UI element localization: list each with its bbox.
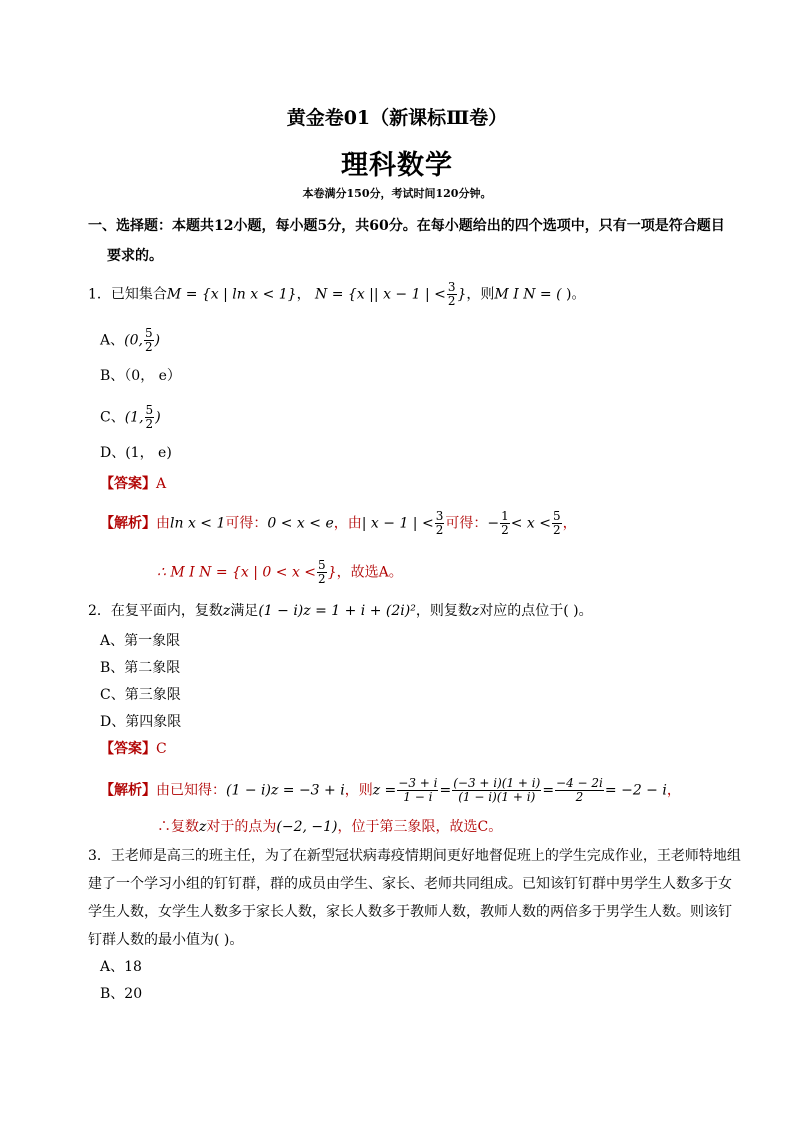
analysis-tag: 【解析】 [100, 515, 156, 532]
fraction [317, 559, 327, 586]
fraction-denominator: 1 − i [403, 790, 433, 804]
intersection-expression: M I N = ( [494, 286, 562, 303]
fraction-denominator: 2 [144, 340, 153, 354]
question-2-option-a: A、第一象限 [100, 633, 181, 649]
variable-z: z [222, 603, 231, 619]
analysis-math: ln x < 1 [170, 515, 226, 532]
set-n: N = {x || x − 1 | < [315, 286, 446, 303]
question-1-option-a [100, 327, 160, 354]
fraction [447, 281, 457, 308]
stem-tail: )。 [561, 286, 586, 303]
fraction-numerator: −3 + i [398, 776, 438, 790]
question-2-analysis-line-1 [100, 777, 681, 804]
fraction [144, 327, 154, 354]
analysis-text: 由已知得： [156, 782, 226, 799]
section-heading-line-2: 要求的。 [107, 248, 163, 264]
stem-tail: 对应的点位于( )。 [479, 603, 593, 619]
equals-sign: = [439, 782, 452, 799]
stem-math: (1 − i)z = 1 + i + (2i)² [258, 603, 416, 619]
fraction [452, 777, 541, 804]
analysis-text: ，位于第三象限，故选C。 [337, 819, 503, 835]
question-2-option-c: C、第三象限 [100, 687, 181, 703]
fraction-numerator: (−3 + i)(1 + i) [453, 776, 541, 790]
question-2-option-b: B、第二象限 [100, 660, 181, 676]
analysis-tag: 【解析】 [100, 782, 156, 799]
fraction-denominator: 2 [145, 417, 154, 431]
analysis-text: 对于的点为 [206, 819, 277, 835]
fraction-denominator: 2 [575, 790, 584, 804]
analysis-math: < x < [510, 515, 551, 532]
separator: ， [296, 286, 311, 303]
analysis-math: ∴ M I N = {x | 0 < x < [157, 564, 317, 581]
stem-connector: ，则 [466, 286, 495, 303]
analysis-math: | x − 1 | < [361, 515, 434, 532]
answer-tag: 【答案】 [100, 476, 156, 492]
subject-heading: 理科数学 [341, 150, 453, 181]
analysis-math: } [327, 564, 337, 581]
fraction-denominator: (1 − i)(1 + i) [458, 790, 536, 804]
option-math: (0, [124, 332, 143, 349]
question-1-option-c [100, 404, 161, 431]
question-2-analysis-line-2 [157, 817, 502, 837]
question-1-analysis-line-2 [157, 559, 403, 586]
analysis-math: (1 − i)z = −3 + i [226, 782, 345, 799]
fraction-denominator: 2 [447, 294, 456, 308]
analysis-text: ， [562, 515, 577, 532]
fraction-denominator: 2 [501, 523, 509, 537]
fraction-denominator: 2 [435, 523, 444, 537]
set-n-end: } [457, 286, 467, 303]
question-1-answer [100, 474, 166, 494]
fraction [397, 777, 438, 804]
fraction-numerator: −4 − 2i [556, 776, 603, 790]
question-1-option-b: B、（0， e） [100, 368, 181, 384]
fraction-numerator: 1 [501, 509, 509, 523]
option-math-end: ) [155, 409, 161, 426]
variable-z: z [471, 603, 480, 619]
fraction-numerator: 3 [435, 509, 444, 523]
analysis-text: 可得： [445, 515, 488, 532]
analysis-text: ， [666, 782, 681, 799]
fraction-numerator: 5 [144, 326, 153, 340]
analysis-text: ，则 [344, 782, 373, 799]
fraction [435, 510, 445, 537]
question-2-stem [88, 601, 593, 621]
fraction-numerator: 5 [145, 403, 154, 417]
stem-text: ，则复数 [415, 603, 472, 619]
question-2-number: 2．在复平面内，复数 [88, 603, 223, 619]
question-3-option-a: A、18 [100, 959, 142, 975]
fraction [552, 510, 562, 537]
analysis-math: 0 < x < e [267, 515, 334, 532]
analysis-text: ∴复数 [157, 819, 199, 835]
option-letter: A、 [100, 332, 125, 349]
analysis-math: z = [372, 782, 397, 799]
question-1-option-d: D、(1， e) [100, 445, 172, 461]
analysis-math: z [199, 819, 207, 835]
fraction-numerator: 5 [318, 558, 326, 572]
fraction-denominator: 2 [318, 572, 326, 586]
question-1-stem [88, 281, 585, 308]
analysis-math: (−2, −1) [276, 819, 338, 835]
option-letter: C、 [100, 409, 125, 426]
analysis-text: 由 [156, 515, 170, 532]
fraction [555, 777, 604, 804]
page-title: 黄金卷01（新课标Ⅲ卷） [286, 107, 508, 129]
question-3-stem-line-4: 钉群人数的最小值为( )。 [88, 932, 244, 948]
fraction [500, 510, 510, 537]
fraction-numerator: 5 [552, 509, 561, 523]
fraction-numerator: 3 [447, 280, 456, 294]
question-1-number: 1．已知集合 [88, 286, 167, 303]
question-3-stem-line-2: 建了一个学习小组的钉钉群，群的成员由学生、家长、老师共同组成。已知该钉钉群中男学生人数多于女 [88, 876, 732, 892]
question-2-option-d: D、第四象限 [100, 714, 182, 730]
exam-note: 本卷满分150分，考试时间120分钟。 [302, 187, 492, 200]
answer-value: A [156, 476, 167, 492]
question-3-stem-line-3: 学生人数，女学生人数多于家长人数，家长人数多于教师人数，教师人数的两倍多于男学生人数。则该钉 [88, 904, 732, 920]
analysis-math: − [487, 515, 500, 532]
section-heading-line-1: 一、选择题：本题共12小题，每小题5分，共60分。在每小题给出的四个选项中，只有一项是符合题目 [88, 218, 725, 234]
question-2-answer [100, 739, 167, 759]
set-m: M = {x | ln x < 1} [166, 286, 297, 303]
analysis-text: ，故选A。 [336, 564, 403, 581]
answer-tag: 【答案】 [100, 741, 156, 757]
analysis-math: = −2 − i [604, 782, 667, 799]
fraction [145, 404, 155, 431]
question-3-stem-line-1: 3．王老师是高三的班主任，为了在新型冠状病毒疫情期间更好地督促班上的学生完成作业，王老师特地组 [88, 848, 741, 864]
equals-sign: = [542, 782, 555, 799]
fraction-denominator: 2 [552, 523, 561, 537]
stem-text: 满足 [230, 603, 259, 619]
option-math-end: ) [154, 332, 161, 349]
analysis-text: ，由 [333, 515, 362, 532]
analysis-text: 可得： [225, 515, 268, 532]
option-math: (1, [124, 409, 144, 426]
answer-value: C [156, 741, 167, 757]
question-1-analysis-line-1 [100, 510, 577, 537]
question-3-option-b: B、20 [100, 986, 143, 1002]
